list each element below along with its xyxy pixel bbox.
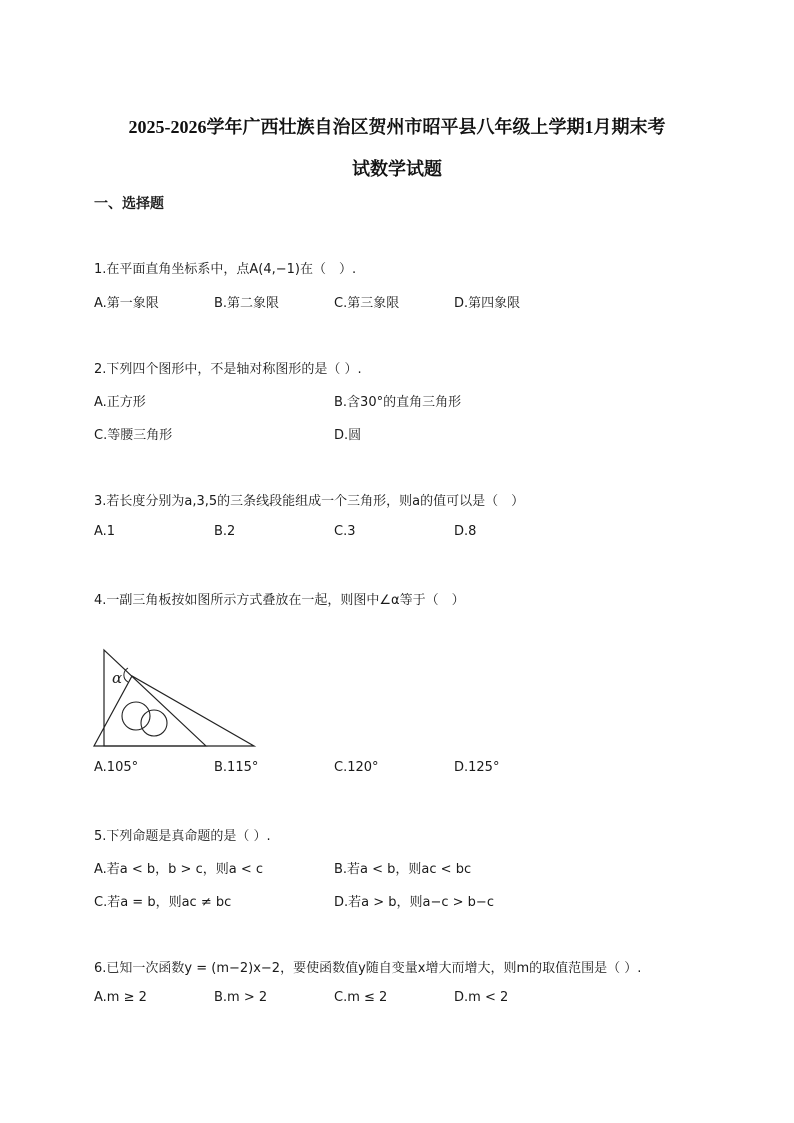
question-5-option-a[interactable]: A.若a < b，b > c，则a < c [94,862,264,877]
question-1-option-b[interactable]: B.第二象限 [214,296,280,311]
question-4-option-a[interactable]: A.105° [94,760,139,775]
question-2-stem: 2.下列四个图形中，不是轴对称图形的是（ ）. [94,362,362,377]
question-3-option-b[interactable]: B.2 [214,524,236,539]
question-1-option-c[interactable]: C.第三象限 [334,296,400,311]
question-3-option-c[interactable]: C.3 [334,524,356,539]
question-2-option-a[interactable]: A.正方形 [94,395,146,410]
question-5-option-b[interactable]: B.若a < b，则ac < bc [334,862,472,877]
question-6-option-a[interactable]: A.m ≥ 2 [94,990,147,1005]
question-2-option-c[interactable]: C.等腰三角形 [94,428,173,443]
question-1-option-a[interactable]: A.第一象限 [94,296,159,311]
question-1-option-d[interactable]: D.第四象限 [454,296,521,311]
question-5-option-d[interactable]: D.若a > b，则a−c > b−c [334,895,494,910]
question-3-option-d[interactable]: D.8 [454,524,477,539]
question-4-option-d[interactable]: D.125° [454,760,500,775]
question-6-stem: 6.已知一次函数y = (m−2)x−2，要使函数值y随自变量x增大而增大，则m的取值范围是（ ）. [94,961,642,976]
question-1-stem: 1.在平面直角坐标系中，点A(4,−1)在（ ）. [94,262,357,277]
question-4-stem: 4.一副三角板按如图所示方式叠放在一起，则图中∠α等于（ ） [94,593,465,608]
question-5-stem: 5.下列命题是真命题的是（ ）. [94,829,271,844]
question-6-option-d[interactable]: D.m < 2 [454,990,509,1005]
finger-hole-circle-2 [141,710,167,736]
question-2-option-b[interactable]: B.含30°的直角三角形 [334,395,462,410]
question-6-option-b[interactable]: B.m > 2 [214,990,268,1005]
question-5-option-c[interactable]: C.若a = b，则ac ≠ bc [94,895,232,910]
finger-hole-circle-1 [122,702,150,730]
question-6-option-c[interactable]: C.m ≤ 2 [334,990,388,1005]
section-heading: 一、选择题 [94,196,164,212]
triangle-set-figure [90,644,260,754]
exam-title-line-2: 试数学试题 [352,159,442,179]
question-4-option-c[interactable]: C.120° [334,760,379,775]
triangle-30-60-90 [104,650,206,746]
question-4-option-b[interactable]: B.115° [214,760,259,775]
question-3-option-a[interactable]: A.1 [94,524,116,539]
angle-alpha-label: α [112,669,123,687]
question-2-option-d[interactable]: D.圆 [334,428,362,443]
question-3-stem: 3.若长度分别为a,3,5的三条线段能组成一个三角形，则a的值可以是（ ） [94,494,525,509]
exam-title-line-1: 2025-2026学年广西壮族自治区贺州市昭平县八年级上学期1月期末考 [128,117,666,137]
